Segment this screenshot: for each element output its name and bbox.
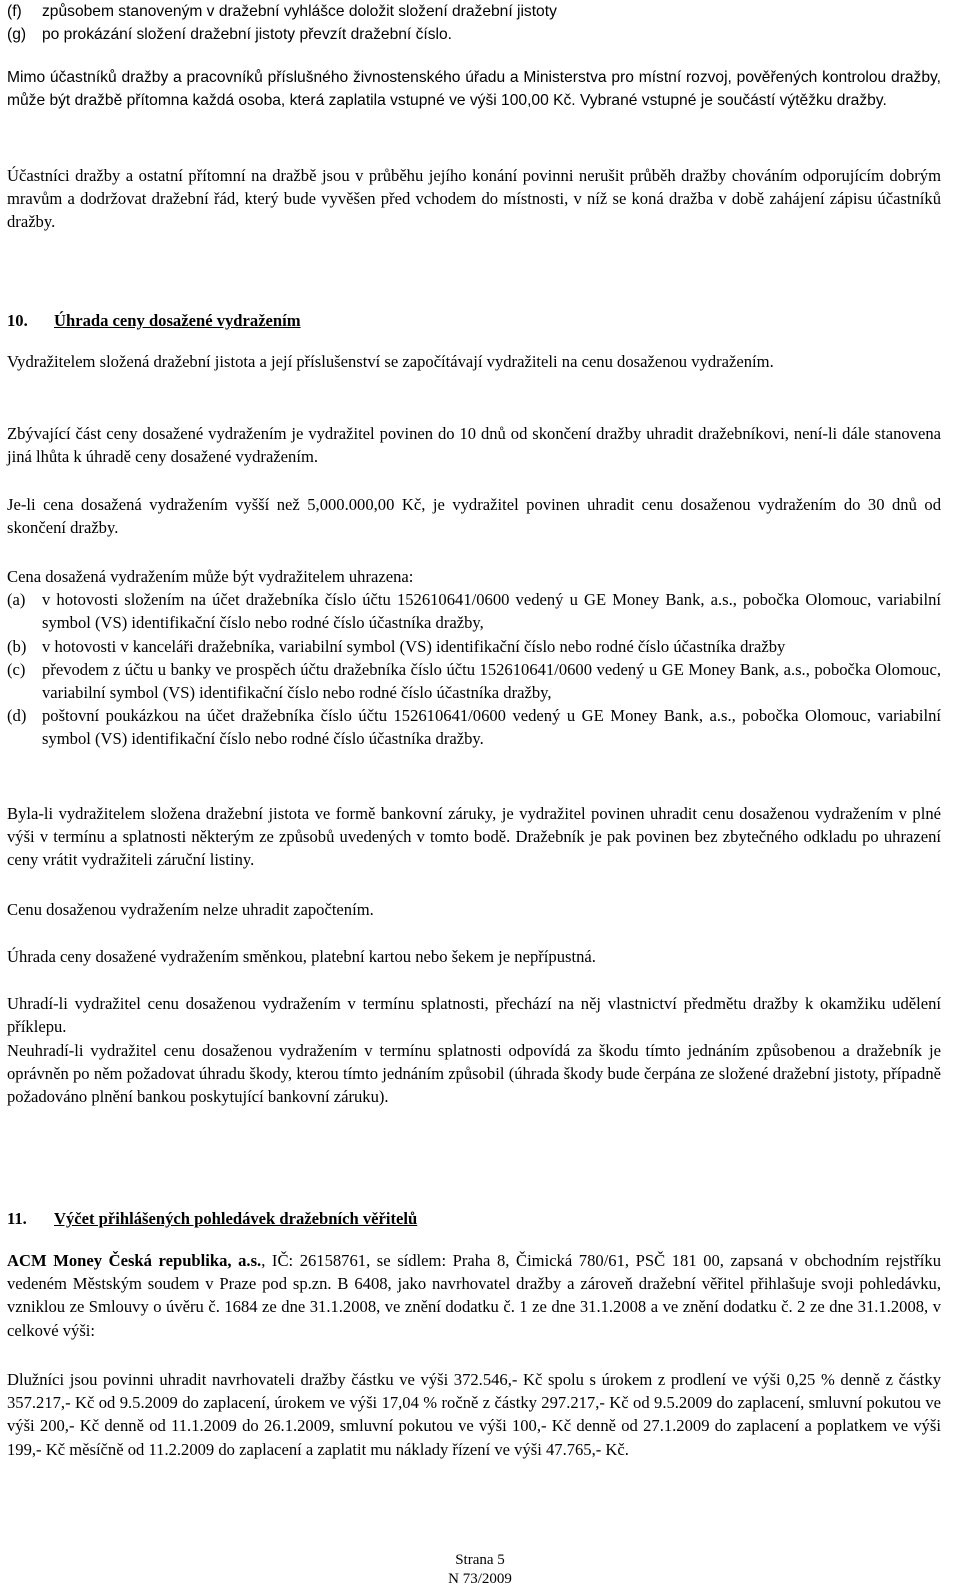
page-footer <box>0 1551 960 1589</box>
list-item <box>7 704 941 750</box>
list-item-text: v hotovosti v kanceláři dražebníka, variabilní symbol (VS) identifikační číslo nebo rodné číslo účastníka dražby <box>42 636 786 656</box>
paragraph-auction-order: Účastníci dražby a ostatní přítomní na dražbě jsou v průběhu jejího konání povinni nerušit průběh dražby chováním odporujícím dobrým mravům a dodržovat dražební řád, který bude vyvěšen před vchodem do místnosti, v níž se koná dražba v době zahájení zápisu účastníků dražby. <box>7 166 941 232</box>
list-item <box>7 635 941 658</box>
list-item-label: (a) <box>7 590 26 610</box>
list-item-label: (g) <box>7 26 27 44</box>
list-item-text: poštovní poukázkou na účet dražebníka číslo účtu 152610641/0600 vedený u GE Money Bank, a.s., pobočka Olomouc, variabilní symbol (VS) identifikační číslo nebo rodné číslo účastníka dražby. <box>42 706 941 749</box>
section-title: Úhrada ceny dosažené vydražením <box>54 311 301 330</box>
list-item-text: v hotovosti složením na účet dražebníka číslo účtu 152610641/0600 vedený u GE Money Bank, a.s., pobočka Olomouc, variabilní symbol (VS) identifikační číslo nebo rodné číslo účastníka dražby, <box>42 590 941 633</box>
paragraph-remaining-price: Zbývající část ceny dosažené vydražením je vydražitel povinen do 10 dnů od skončení dražby uhradit dražebníkovi, není-li dále stanovena jiná lhůta k úhradě ceny dosažené vydražením. <box>7 424 941 467</box>
list-item-label: (f) <box>7 3 22 20</box>
paragraph-damages: Neuhradí-li vydražitel cenu dosaženou vydražením v termínu splatnosti odpovídá za škodu tímto jednáním způsobenou a dražebník je oprávněn po něm požadovat úhradu škody, kterou tímto jednáním způsobil (úhrada škody bude čerpána ze složené dražební jistoty, případně požadováno plnění bankou poskytující bankovní záruku). <box>7 1041 941 1107</box>
list-item <box>7 23 941 46</box>
list-item-label: (b) <box>7 636 27 656</box>
list-item-text: po prokázání složení dražební jistoty převzít dražební číslo. <box>42 26 452 44</box>
paragraph-attendance: Mimo účastníků dražby a pracovníků příslušného živnostenského úřadu a Ministerstva pro místní rozvoj, pověřených kontrolou dražby, může být dražbě přítomna každá osoba, která zaplatila vstupné ve výši 100,00 Kč. Vybrané vstupné je součástí výtěžku dražby. <box>7 69 941 110</box>
page-number: Strana 5 <box>455 1552 505 1568</box>
paragraph-no-offset: Cenu dosaženou vydražením nelze uhradit započtením. <box>7 900 374 919</box>
list-item-text: způsobem stanoveným v dražební vyhlášce doložit složení dražební jistoty <box>42 3 557 20</box>
paragraph-creditor <box>7 1249 941 1342</box>
payment-methods <box>7 565 941 751</box>
list-item <box>7 0 941 23</box>
paragraph-no-cheque: Úhrada ceny dosažené vydražením směnkou, platební kartou nebo šekem je nepřípustná. <box>7 947 596 966</box>
section-number: 10. <box>7 311 28 330</box>
list-item <box>7 588 941 634</box>
paragraph-ownership-transfer: Uhradí-li vydražitel cenu dosaženou vydražením v termínu splatnosti, přechází na něj vlastnictví předmětu dražby k okamžiku udělení příklepu. <box>7 994 941 1037</box>
continued-list <box>7 0 941 46</box>
creditor-name: ACM Money Česká republika, a.s. <box>7 1251 262 1270</box>
list-item <box>7 658 941 704</box>
paragraph-bank-guarantee: Byla-li vydražitelem složena dražební jistota ve formě bankovní záruky, je vydražitel povinen uhradit cenu dosaženou vydražením v plné výši v termínu a splatnosti některým ze způsobů uvedených v tomto bodě. Dražebník je pak povinen bez zbytečného odkladu po uhrazení ceny vrátit vydražiteli záruční listiny. <box>7 804 941 870</box>
section-10-heading <box>7 309 941 332</box>
creditor-details: , IČ: 26158761, se sídlem: Praha 8, Čimická 780/61, PSČ 181 00, zapsaná v obchodním rejstříku vedeném Městským soudem v Praze pod sp.zn. B 6408, jako navrhovatel dražby a zároveň dražební věřitel přihlašuje svoji pohledávku, vzniklou ze Smlouvy o úvěru č. 1684 ze dne 31.1.2008, ve znění dodatku č. 1 ze dne 31.1.2008 a ve znění dodatku č. 2 ze dne 31.1.2008, v celkové výši: <box>7 1251 942 1340</box>
list-item-label: (c) <box>7 659 26 679</box>
section-number: 11. <box>7 1209 27 1228</box>
paragraph-debt-amount: Dlužníci jsou povinni uhradit navrhovateli dražby částku ve výši 372.546,- Kč spolu s úrokem z prodlení ve výši 0,25 % denně z částky 357.217,- Kč od 9.5.2009 do zaplacení, úrokem ve výši 17,04 % ročně z částky 297.217,- Kč od 9.5.2009 do zaplacení, smluvní pokutou ve výši 200,- Kč denně od 11.1.2009 do 26.1.2009, smluvní pokutou ve výši 100,- Kč denně od 27.1.2009 do zaplacení a poplatkem ve výši 199,- Kč měsíčně od 11.2.2009 do zaplacení a zaplatit mu náklady řízení ve výši 47.765,- Kč. <box>7 1370 941 1459</box>
payment-methods-intro: Cena dosažená vydražením může být vydražitelem uhrazena: <box>7 567 414 586</box>
paragraph-high-price: Je-li cena dosažená vydražením vyšší než 5,000.000,00 Kč, je vydražitel povinen uhradit cenu dosaženou vydražením do 30 dnů od skončení dražby. <box>7 495 941 538</box>
section-title: Výčet přihlášených pohledávek dražebních věřitelů <box>54 1209 418 1228</box>
list-item-label: (d) <box>7 706 27 726</box>
section-11-heading <box>7 1207 941 1230</box>
list-item-text: převodem z účtu u banky ve prospěch účtu dražebníka číslo účtu 152610641/0600 vedený u GE Money Bank, a.s., pobočka Olomouc, variabilní symbol (VS) identifikační číslo nebo rodné číslo účastníka dražby, <box>42 659 941 703</box>
paragraph-deposit-credit: Vydražitelem složená dražební jistota a její příslušenství se započítávají vydražiteli na cenu dosaženou vydražením. <box>7 352 774 371</box>
case-reference: N 73/2009 <box>448 1571 512 1587</box>
